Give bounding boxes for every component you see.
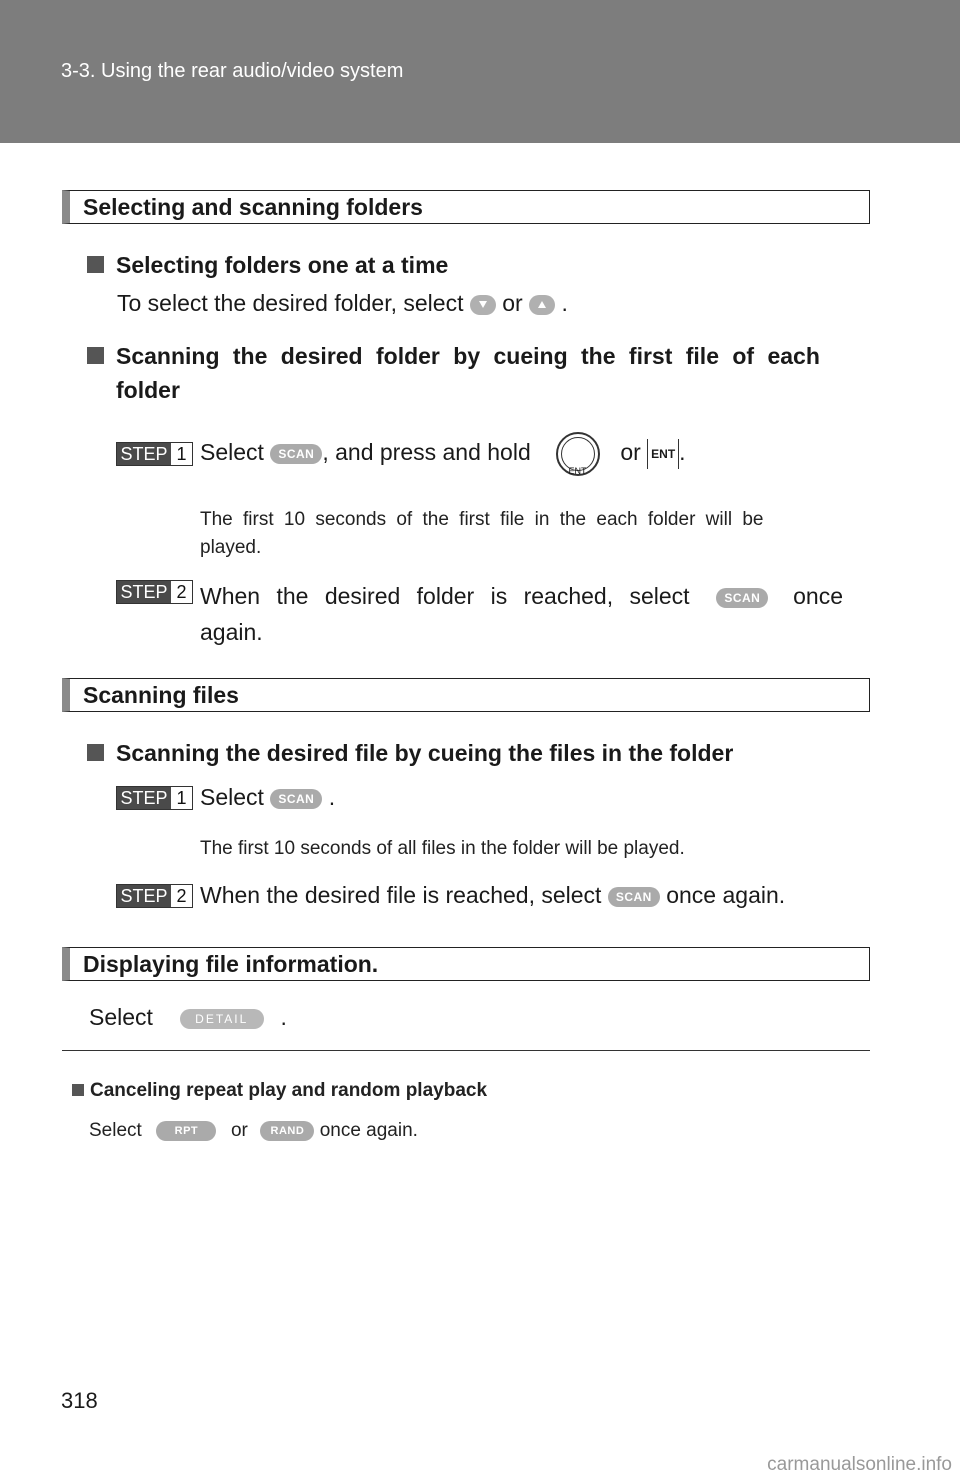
footer-note-heading: Canceling repeat play and random playback (72, 1080, 487, 1102)
rpt-button-icon: RPT (156, 1121, 216, 1141)
scan-button-icon: SCAN (608, 887, 660, 907)
subheading-scan-folders: Scanning the desired folder by cueing the first file of each folder (87, 339, 867, 407)
step-badge-2: STEP 2 (116, 580, 193, 604)
files-step1-note: The first 10 seconds of all files in the folder will be played. (200, 838, 685, 859)
section-heading-file-info (62, 947, 870, 981)
divider (62, 1050, 870, 1051)
scan-button-icon: SCAN (270, 789, 322, 809)
square-bullet-icon (72, 1084, 84, 1096)
rand-button-icon: RAND (260, 1121, 314, 1141)
files-step1-instruction: Select SCAN . (200, 784, 336, 810)
subheading-select-folders: Selecting folders one at a time (87, 252, 448, 279)
select-folder-text: To select the desired folder, select or . (117, 290, 568, 316)
subheading-scan-files: Scanning the desired file by cueing the files in the folder (87, 740, 733, 767)
section-heading-folders (62, 190, 870, 224)
folder-up-button-icon (529, 295, 555, 315)
step-badge-1: STEP 1 (116, 442, 193, 466)
breadcrumb: 3-3. Using the rear audio/video system (61, 60, 404, 82)
detail-button-icon: DETAIL (180, 1009, 264, 1029)
footer-note-text: Select RPT or RAND once again. (89, 1120, 418, 1141)
scan-button-icon: SCAN (270, 444, 322, 464)
section-title: Scanning files (83, 682, 239, 708)
step-badge-1: STEP 1 (116, 786, 193, 810)
ent-button-icon: ENT (647, 439, 679, 469)
files-step2-instruction: When the desired file is reached, select SCAN once again. (200, 882, 786, 908)
page-number: 318 (61, 1388, 98, 1413)
section-title: Displaying file information. (83, 951, 379, 977)
detail-instruction: Select DETAIL . (89, 1004, 287, 1030)
scan-button-icon: SCAN (716, 588, 768, 608)
folder-down-button-icon (470, 295, 496, 315)
square-bullet-icon (87, 744, 104, 761)
square-bullet-icon (87, 256, 104, 273)
section-title: Selecting and scanning folders (83, 194, 423, 220)
step-badge-2: STEP 2 (116, 884, 193, 908)
square-bullet-icon (87, 347, 104, 364)
watermark: carmanualsonline.info (767, 1454, 952, 1475)
step1-instruction: Select SCAN , and press and hold ENT or ENT . (200, 428, 686, 478)
section-heading-files (62, 678, 870, 712)
step1-note: The first 10 seconds of the first file in the each folder will be played. (200, 509, 764, 558)
page-header (0, 0, 960, 143)
ent-knob-icon: ENT (556, 432, 600, 476)
step2-instruction: When the desired folder is reached, select SCAN once again. (200, 583, 844, 645)
